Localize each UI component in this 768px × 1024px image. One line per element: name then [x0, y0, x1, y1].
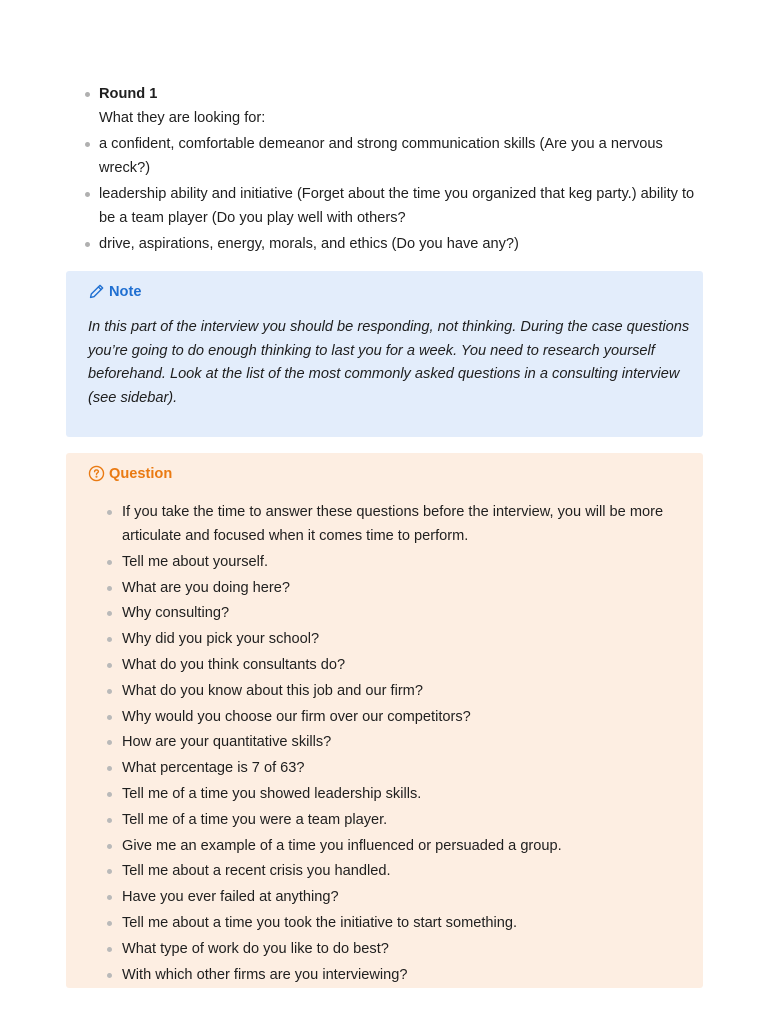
bullet-dot [107, 510, 112, 515]
pencil-icon [88, 283, 105, 300]
list-item [82, 232, 702, 256]
list-item [105, 679, 685, 703]
list-item-text: What are you doing here? [122, 579, 290, 596]
list-item-text: leadership ability and initiative (Forget about the time you organized that keg party.) ability to be a team player (Do you play well with others? [99, 186, 695, 226]
bullet-dot [107, 663, 112, 668]
list-item-text: How are your quantitative skills? [122, 734, 332, 751]
question-header [88, 465, 172, 482]
list-item-text: What percentage is 7 of 63? [122, 760, 305, 777]
list-item [105, 500, 685, 548]
list-item [105, 756, 685, 780]
list-item-text: With which other firms are you interviewing? [122, 966, 408, 983]
list-item-text: What do you think consultants do? [122, 656, 346, 673]
bullet-dot [107, 766, 112, 771]
bullet-dot [107, 611, 112, 616]
bullet-dot [107, 715, 112, 720]
list-item-text: Tell me about a recent crisis you handled. [122, 863, 391, 880]
list-item [105, 911, 685, 935]
list-item [105, 782, 685, 806]
list-item-text: What type of work do you like to do best? [122, 940, 389, 957]
question-list [105, 500, 685, 988]
list-item [105, 550, 685, 574]
note-callout [66, 271, 703, 437]
bullet-dot [107, 689, 112, 694]
list-item-text: Have you ever failed at anything? [122, 889, 339, 906]
list-item [105, 859, 685, 883]
bullet-dot [107, 921, 112, 926]
list-item-text: drive, aspirations, energy, morals, and ethics (Do you have any?) [99, 236, 519, 252]
bullet-dot [107, 792, 112, 797]
bullet-dot [107, 586, 112, 591]
list-item [105, 937, 685, 961]
list-item-round [82, 82, 702, 130]
question-title: Question [109, 465, 173, 482]
list-item-text: Why did you pick your school? [122, 631, 320, 648]
list-item [105, 808, 685, 832]
bullet-dot [107, 895, 112, 900]
round-subtitle: What they are looking for: [99, 110, 266, 126]
list-item-text: Tell me about a time you took the initiative to start something. [122, 914, 518, 931]
bullet-dot [107, 637, 112, 642]
bullet-dot [107, 740, 112, 745]
list-item [105, 963, 685, 987]
bullet-dot [107, 844, 112, 849]
list-item [105, 627, 685, 651]
list-item [82, 132, 702, 180]
question-circle-icon [88, 465, 105, 482]
bullet-dot [85, 142, 90, 147]
list-item [105, 885, 685, 909]
bullet-dot [107, 869, 112, 874]
bullet-dot [107, 973, 112, 978]
list-item [105, 601, 685, 625]
list-item [105, 834, 685, 858]
bullet-dot [107, 818, 112, 823]
question-callout [66, 453, 703, 988]
note-body: In this part of the interview you should be responding, not thinking. During the case questions you’re going to do enough thinking to last you for a week. You need to research yourself beforehand. Look at the list of the most commonly asked questions in a consulting interview (see sidebar). [88, 319, 690, 406]
list-item-text: What do you know about this job and our firm? [122, 682, 423, 699]
list-item-text: Why consulting? [122, 605, 230, 622]
list-item [105, 705, 685, 729]
bullet-dot [85, 242, 90, 247]
list-item-text: If you take the time to answer these questions before the interview, you will be more articulate and focused when it comes time to perform. [122, 504, 664, 544]
list-item [105, 576, 685, 600]
list-item-text: a confident, comfortable demeanor and strong communication skills (Are you a nervous wreck?) [99, 136, 663, 176]
bullet-dot [85, 192, 90, 197]
list-item-text: Give me an example of a time you influenced or persuaded a group. [122, 837, 562, 854]
note-title: Note [109, 283, 142, 300]
list-item-text: Tell me of a time you showed leadership skills. [122, 785, 422, 802]
list-item-text: Tell me of a time you were a team player. [122, 811, 388, 828]
list-item-text: Why would you choose our firm over our competitors? [122, 708, 471, 725]
intro-list [82, 82, 702, 258]
list-item [82, 182, 702, 230]
round-title: Round 1 [99, 86, 158, 102]
list-item [105, 653, 685, 677]
list-item-text: Tell me about yourself. [122, 553, 269, 570]
bullet-dot [107, 560, 112, 565]
note-header [88, 283, 141, 300]
bullet-dot [85, 92, 90, 97]
list-item [105, 730, 685, 754]
bullet-dot [107, 947, 112, 952]
